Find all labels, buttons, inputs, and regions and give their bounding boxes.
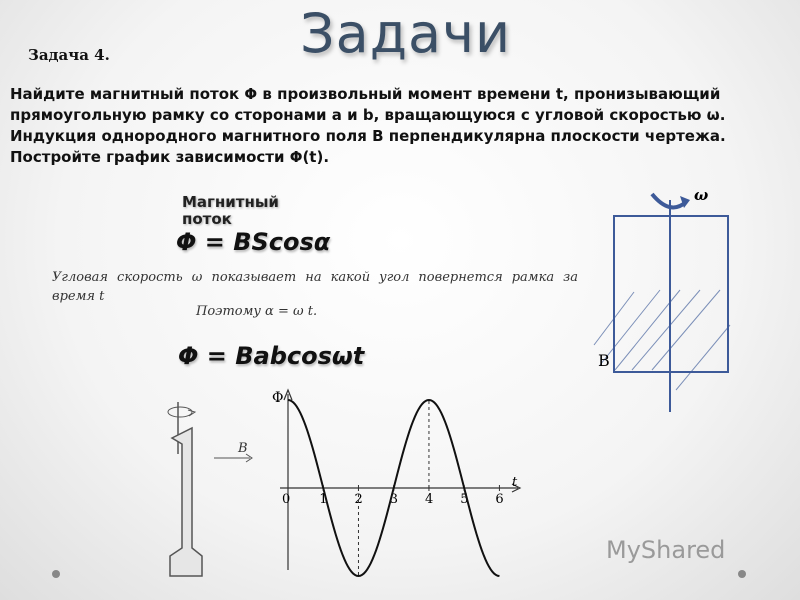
watermark: MyShared: [606, 536, 726, 564]
angular-velocity-text: Угловая скорость ω показывает на какой угол повернется рамка за время t: [52, 270, 578, 304]
x-tick-label: 2: [354, 492, 363, 507]
problem-line: Постройте график зависимости Φ(t).: [10, 148, 330, 166]
x-tick-label: 5: [460, 492, 469, 507]
omega-label: ω: [694, 186, 709, 204]
field-line: [652, 290, 720, 370]
problem-line: прямоугольную рамку со сторонами a и b, вращающуюся с угловой скоростью ω.: [10, 106, 726, 124]
flux-time-chart: [270, 384, 530, 584]
task-number: Задача 4.: [28, 46, 110, 64]
frame-edge: [170, 428, 202, 576]
rotation-ellipse: [168, 407, 192, 417]
problem-statement: [10, 84, 770, 168]
nav-dot-left[interactable]: [52, 570, 60, 578]
x-tick-label: 0: [282, 492, 291, 507]
flux-label: Магнитный поток: [182, 193, 279, 228]
x-tick-label: 6: [495, 492, 504, 507]
flux-time-formula: Φ = Babcosωt: [178, 342, 365, 370]
field-vector-label: B: [238, 441, 248, 456]
x-tick-label: 4: [424, 492, 434, 507]
y-axis-label: Φ: [272, 390, 284, 406]
angle-relation: Поэтому α = ω t.: [196, 304, 318, 319]
field-line: [632, 290, 700, 370]
problem-line: Найдите магнитный поток Φ в произвольный момент времени t, пронизывающий: [10, 85, 721, 103]
rotating-frame-diagram: [580, 180, 780, 420]
x-tick-label: 1: [319, 492, 328, 507]
x-axis-label: t: [512, 475, 518, 490]
page-title: Задачи: [300, 2, 512, 65]
field-line: [676, 325, 730, 390]
chart-plot-area: [272, 390, 520, 576]
x-tick-label: 3: [389, 492, 398, 507]
frame-side-diagram: [158, 398, 268, 584]
nav-dot-right[interactable]: [738, 570, 746, 578]
problem-line: Индукция однородного магнитного поля B перпендикулярна плоскости чертежа.: [10, 127, 726, 145]
flux-formula: Φ = BScosα: [176, 228, 331, 256]
field-label: B: [598, 351, 610, 370]
